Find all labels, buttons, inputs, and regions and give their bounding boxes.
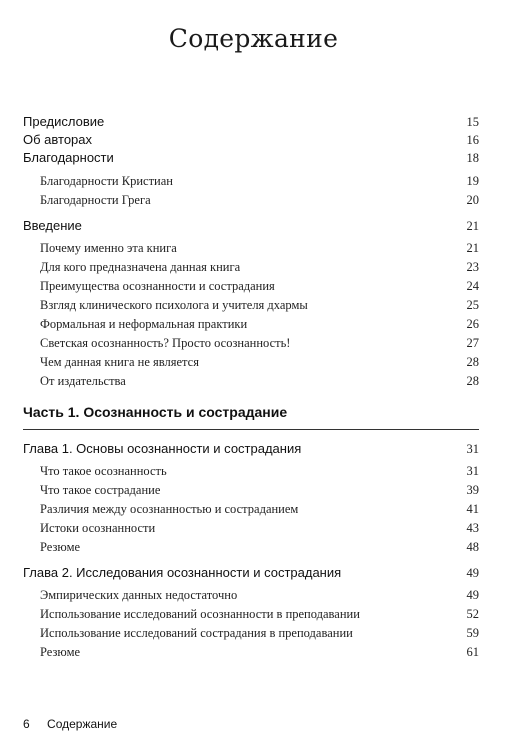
toc-subentry [23,588,479,603]
toc-entry-page: 31 [466,442,479,456]
toc-subentry [23,645,479,660]
toc-entry [23,150,479,166]
toc-entry-label: Глава 1. Основы осознанности и сострадания [23,441,302,456]
toc-subentry-page: 19 [466,174,479,188]
toc-subentry-page: 43 [466,521,479,535]
toc-entry-page: 49 [466,566,479,580]
toc-entry [23,132,479,148]
toc-subentry-label: От издательства [40,374,126,388]
toc-subentry [23,483,479,498]
toc-subentry-label: Эмпирических данных недостаточно [40,588,238,602]
toc-subentry [23,317,479,332]
toc-subentry [23,260,479,275]
toc-entry-chapter [23,441,479,457]
toc-subentry-page: 20 [466,193,479,207]
toc-subentry-label: Что такое сострадание [40,483,161,497]
toc-subentry [23,193,479,208]
toc-subentry [23,298,479,313]
toc-subentry-label: Благодарности Кристиан [40,174,173,188]
toc-subentry-label: Различия между осознанностью и состраданием [40,502,299,516]
page-footer [23,717,117,731]
toc-entry-page: 15 [466,115,479,129]
toc-entry-label: Введение [23,218,82,233]
toc-subentry-label: Взгляд клинического психолога и учителя дхармы [40,298,308,312]
toc-subentry [23,607,479,622]
toc-subentry [23,464,479,479]
toc-entry-introduction [23,218,479,234]
toc-entry-label: Глава 2. Исследования осознанности и сострадания [23,565,342,580]
toc-entry [23,114,479,130]
toc-subentry [23,336,479,351]
toc-subentry [23,174,479,189]
toc-subentry-page: 49 [466,588,479,602]
toc-subentry-label: Использование исследований сострадания в преподавании [40,626,353,640]
toc-subentry-label: Резюме [40,645,81,659]
toc-subentry-label: Резюме [40,540,81,554]
toc-subentry [23,502,479,517]
toc-subentry-page: 27 [466,336,479,350]
toc-subentry-label: Благодарности Грега [40,193,151,207]
toc-subentry-page: 48 [466,540,479,554]
toc-subentry [23,626,479,641]
toc-subentry [23,355,479,370]
toc-subentry-page: 23 [466,260,479,274]
toc-entry-label: Благодарности [23,150,114,165]
toc-subentry-page: 52 [466,607,479,621]
toc-subentry [23,521,479,536]
toc-subentry-page: 24 [466,279,479,293]
toc-subentry-label: Чем данная книга не является [40,355,199,369]
toc-subentry-label: Использование исследований осознанности в преподавании [40,607,360,621]
toc-subentry-page: 61 [466,645,479,659]
toc-subentry [23,540,479,555]
footer-page-number: 6 [23,717,30,731]
page-title: Содержание [168,24,339,53]
toc-subentry-label: Преимущества осознанности и сострадания [40,279,275,293]
toc-entry-label: Об авторах [23,132,93,147]
toc-subentry-page: 28 [466,374,479,388]
toc-subentry [23,279,479,294]
toc-subentry-page: 25 [466,298,479,312]
toc-subentry-label: Почему именно эта книга [40,241,177,255]
toc-subentry-page: 41 [466,502,479,516]
toc-subentry-page: 39 [466,483,479,497]
toc-entry-page: 21 [466,219,479,233]
toc-subentry-label: Истоки осознанности [40,521,156,535]
toc-subentry-page: 59 [466,626,479,640]
toc-subentry [23,374,479,389]
toc-subentry-label: Светская осознанность? Просто осознанность! [40,336,291,350]
part-divider [23,429,479,430]
toc-subentry [23,241,479,256]
footer-section-title: Содержание [47,717,118,731]
toc-subentry-page: 26 [466,317,479,331]
toc-subentry-label: Формальная и неформальная практики [40,317,248,331]
toc-entry-page: 18 [466,151,479,165]
toc-subentry-page: 28 [466,355,479,369]
toc-subentry-label: Что такое осознанность [40,464,167,478]
toc-subentry-page: 31 [466,464,479,478]
toc-entry-label: Предисловие [23,114,105,129]
part-heading: Часть 1. Осознанность и сострадание [23,404,288,420]
toc-entry-chapter [23,565,479,581]
toc-subentry-page: 21 [466,241,479,255]
toc-subentry-label: Для кого предназначена данная книга [40,260,241,274]
toc-entry-page: 16 [466,133,479,147]
